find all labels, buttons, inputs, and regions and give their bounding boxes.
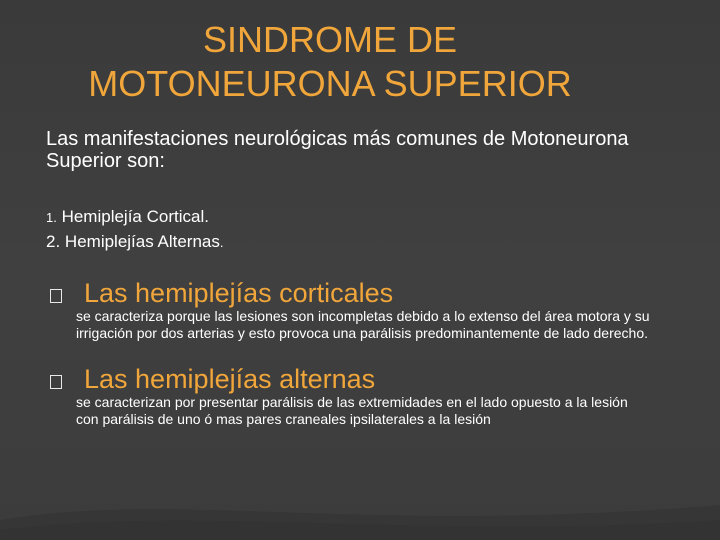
item-text: Hemiplejía Cortical. (61, 207, 209, 226)
item-number: 1. (46, 210, 57, 225)
bullet-item-alternas (50, 364, 650, 427)
bullet-description: se caracteriza porque las lesiones son incompletas debido a lo extenso del área motora y su irrigación por dos arterias y esto provoca una parálisis predominantemente de lado derecho. (76, 308, 650, 341)
title-line-1: SINDROME DE (202, 19, 458, 60)
bottom-wave-decoration (0, 480, 720, 540)
slide-title (0, 18, 660, 106)
bullet-item-corticales (50, 278, 650, 341)
title-line-2: MOTONEURONA SUPERIOR (88, 63, 572, 104)
item-number: 2. (46, 232, 61, 251)
bullet-description: se caracterizan por presentar parálisis de las extremidades en el lado opuesto a la lesión con parálisis de uno ó mas pares craneales ipsilaterales a la lesión (76, 394, 628, 427)
numbered-item (46, 205, 666, 230)
bullet-heading: Las hemiplejías corticales (84, 278, 394, 308)
bullet-heading: Las hemiplejías alternas (84, 364, 376, 394)
numbered-item (46, 230, 666, 255)
item-suffix: . (219, 235, 224, 250)
square-bullet-icon (50, 375, 62, 389)
square-bullet-icon (50, 289, 62, 303)
numbered-list (46, 205, 666, 255)
item-text: Hemiplejías Alternas (64, 232, 220, 251)
intro-paragraph: Las manifestaciones neurológicas más comunes de Motoneurona Superior son: (46, 128, 629, 172)
